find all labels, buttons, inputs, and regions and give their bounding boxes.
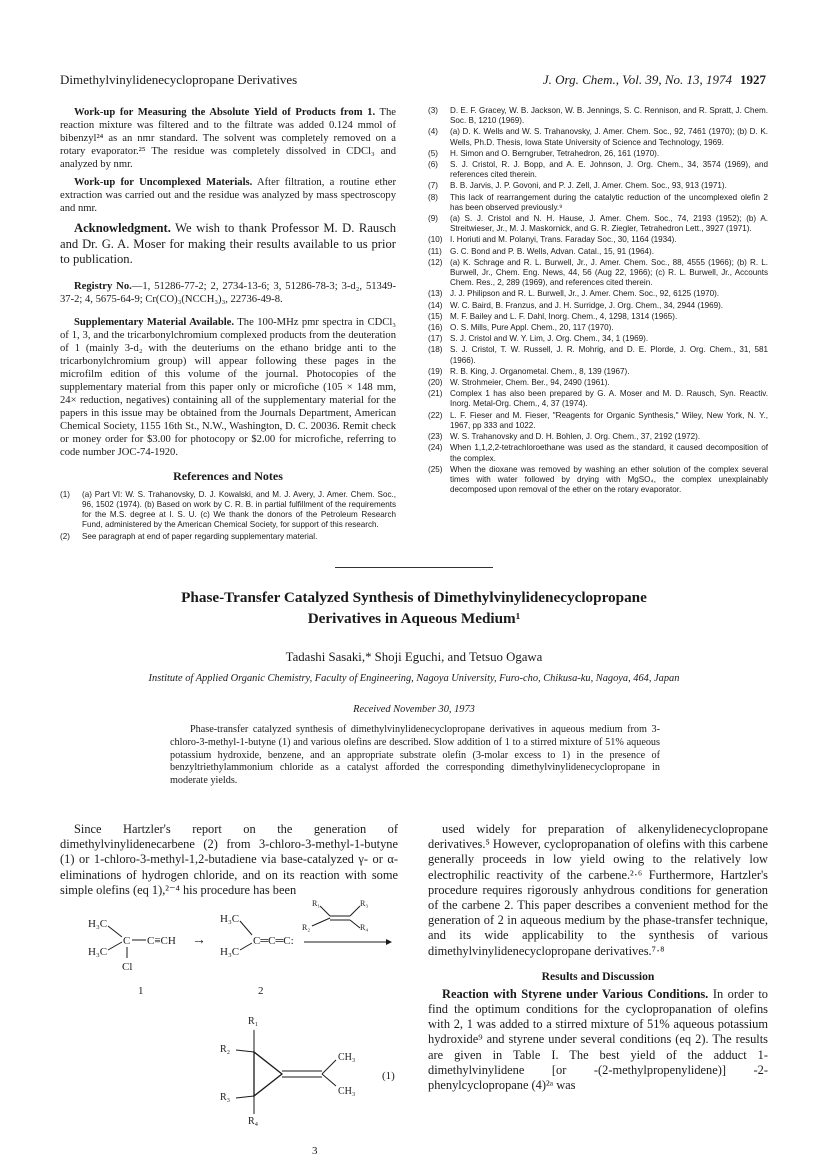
reference-number: (17) — [428, 334, 443, 344]
running-head: Dimethylvinylidenecyclopropane Derivatives — [60, 72, 298, 87]
intro-continued-paragraph: used widely for preparation of alkenylidenecyclopropane derivatives.⁵ However, cyclopropanation of olefins with this carbene generally proceeds in low yield owing to the relatively low electrophilic reactivity of the carbene.²·⁶ Furthermore, Hartzler's procedure requires rigorously anhydrous conditions for generation of the carbene 2. This paper describes a convenient method for the generation of 2 in aqueous medium by the phase-transfer technique, and its wide applicability to the synthesis of various dimethylvinylidenecyclopropane derivatives.⁷·⁸ — [428, 822, 768, 958]
reference-number: (22) — [428, 410, 443, 420]
section-title: Results and Discussion — [541, 969, 655, 983]
reference-text: J. J. Philipson and R. L. Burwell, Jr., J. Amer. Chem. Soc., 92, 6125 (1970). — [450, 289, 720, 299]
intro-paragraph: Since Hartzler's report on the generation of dimethylvinylidenecarbene (2) from 3-chloro-3-methyl-1-butyne (1) or 1-chloro-3-methyl-1,2-butadiene via base-catalyzed γ- or α-eliminations of hydrogen chloride, and on its reaction with some simple olefins (eq 1),²⁻⁴ his procedure has been — [60, 822, 398, 897]
bond-line — [312, 918, 330, 926]
reference-text: When 1,1,2,2-tetrachloroethane was used as the standard, it caused decomposition of the complex. — [450, 443, 768, 463]
paragraph-text: The reaction mixture was filtered and to the filtrate was added 0.124 mmol of bibenzyl²⁴ as an nmr standard. The solvent was completely removed on a rotary evaporator.²⁵ The residue was completely dissolved in CDCl₃ and analyzed by nmr. — [60, 107, 396, 170]
bond-line — [240, 921, 252, 935]
body-left-column — [60, 822, 398, 898]
paragraph-heading: Supplementary Material Available. — [74, 316, 235, 328]
reference-item — [428, 389, 768, 409]
equation-number: (1) — [382, 1070, 395, 1082]
compound-label: 2 — [258, 985, 264, 997]
paragraph-heading: Work-up for Uncomplexed Materials. — [74, 177, 253, 188]
reference-number: (9) — [428, 214, 438, 224]
paragraph-text: After filtration, a routine ether extraction was carried out and the residue was analyzed by mass spectroscopy and nmr. — [60, 177, 397, 214]
reference-item — [428, 378, 768, 388]
bond-line — [108, 942, 122, 950]
carbon-label: C — [123, 935, 131, 947]
reference-item — [428, 247, 768, 257]
abstract: Phase-transfer catalyzed synthesis of dimethylvinylidenecyclopropane derivatives in aqueous medium from 3-chloro-3-methyl-1-butyne (1) and various olefins are described. Slow addition of 1 to a stirred mixture of 51% aqueous potassium hydroxide, benzene, and an appropriate substrate olefin (3-molar excess to 1) in the presence of benzyltriethylammonium chloride as a catalyst afforded the corresponding dimethylvinylidenecyclopropane in moderate yields. — [170, 724, 660, 787]
substituent-label: R₄ — [360, 923, 369, 932]
reference-item — [428, 465, 768, 496]
substituent-label: R₂ — [302, 923, 311, 932]
results-paragraph — [428, 987, 768, 1093]
references-list-left — [60, 490, 396, 542]
substituent-label: R₂ — [220, 1044, 231, 1055]
reference-item — [428, 160, 768, 180]
reference-number: (23) — [428, 432, 443, 442]
reference-text: O. S. Mills, Pure Appl. Chem., 20, 117 (1970). — [450, 323, 614, 333]
reference-text: W. Strohmeier, Chem. Ber., 94, 2490 (1961). — [450, 378, 610, 388]
reference-number: (7) — [428, 181, 438, 191]
received-date: Received November 30, 1973 — [353, 704, 475, 715]
journal-citation — [543, 72, 766, 88]
workup-absolute-paragraph — [60, 106, 396, 171]
paragraph-text: —1, 51286-77-2; 2, 2734-13-6; 3, 51286-78-3; 3-d₂, 51349-37-2; 4, 5675-64-9; Cr(CO)₃(NCCH₃)₃, 22736-49-8. — [60, 280, 396, 305]
journal-name: J. Org. Chem., Vol. 39, No. 13, 1974 — [542, 72, 732, 87]
paragraph-text: In order to find the optimum conditions for the cyclopropanation of olefins with 2, 1 was added to a stirred mixture of 51% aqueous potassium hydroxide⁹ and styrene under several conditions (eq 2). The results are given in Table I. The best yield of the adduct 1-dimethylvinylidene [or -(2-methylpropenylidene)] -2-phenylcyclopropane (4)²ᵃ was — [428, 986, 768, 1093]
workup-uncomplexed-paragraph — [60, 176, 396, 215]
substituent-label: R₁ — [248, 1016, 259, 1027]
reference-text: M. F. Bailey and L. F. Dahl, Inorg. Chem., 4, 1298, 1314 (1965). — [450, 311, 678, 321]
references-list-right — [428, 106, 768, 495]
reference-item — [428, 345, 768, 365]
methyl-label: H₃C — [88, 918, 108, 930]
paragraph-text: We wish to thank Professor M. D. Rausch and Dr. G. A. Moser for making their results available to us prior to publication. — [60, 221, 396, 267]
reference-number: (16) — [428, 323, 443, 333]
registry-paragraph — [60, 280, 396, 306]
chloro-label: Cl — [122, 961, 133, 973]
reference-item — [428, 432, 768, 442]
methyl-label: CH₃ — [338, 1052, 356, 1063]
reference-text: I. Horiuti and M. Polanyi, Trans. Faraday Soc., 30, 1164 (1934). — [450, 235, 677, 245]
reference-item — [428, 258, 768, 289]
methyl-label: H₃C — [220, 946, 240, 958]
substituent-label: R₁ — [312, 899, 321, 908]
reference-number: (25) — [428, 464, 443, 474]
body-right-column — [428, 822, 768, 1093]
bond-line — [236, 1096, 254, 1098]
bond-line — [350, 920, 360, 928]
bond-line — [236, 1050, 254, 1052]
institution: Institute of Applied Organic Chemistry, Faculty of Engineering, Nagoya University, Furo-cho, Chikusa-ku, Nagoya, 464, Japan — [148, 673, 680, 684]
substituent-label: R₃ — [360, 899, 369, 908]
reference-text: (a) D. K. Wells and W. S. Trahanovsky, J. Amer. Chem. Soc., 92, 7461 (1970); (b) D. K. Wells, Ph.D. Thesis, Iowa State University of Science and Technology, 1969. — [450, 127, 768, 147]
reference-item — [428, 193, 768, 213]
compound-label: 1 — [138, 985, 144, 997]
acknowledgment-paragraph — [60, 221, 396, 268]
reference-text: When the dioxane was removed by washing an ether solution of the complex several times with water followed by drying with MgSO₄, the complex unexplainably decomposed upon removal of the ether on the rotary evaporator. — [450, 464, 768, 495]
reference-item — [428, 149, 768, 159]
right-column — [428, 106, 768, 496]
reference-number: (20) — [428, 378, 443, 388]
bond-line — [108, 926, 122, 937]
reference-item — [428, 411, 768, 431]
reference-text: (a) Part VI: W. S. Trahanovsky, D. J. Kowalski, and M. J. Avery, J. Amer. Chem. Soc., 96, 1502 (1974). (b) Based on work by C. R. B. in partial fulfillment of the requirements for the M.S. degree at I. S. U. (c) We thank the donors of the Petroleum Research Fund, administered by the American Chemical Society, for support of this research. — [82, 489, 396, 530]
paragraph-heading: Registry No. — [74, 280, 132, 292]
title-line: Phase-Transfer Catalyzed Synthesis of Dimethylvinylidenecyclopropane — [181, 589, 647, 606]
reference-number: (15) — [428, 311, 443, 321]
reference-item — [428, 443, 768, 463]
reference-number: (12) — [428, 257, 443, 267]
scheme-drawing — [60, 892, 398, 1162]
reference-number: (21) — [428, 389, 443, 399]
reference-text: (a) S. J. Cristol and N. H. Hause, J. Amer. Chem. Soc., 74, 2193 (1952); (b) A. Streitwieser, Jr., M. J. Maskornick, and G. R. Ziegler, Tetrahedron Lett., 3927 (1971). — [450, 214, 768, 234]
reference-text: Complex 1 has also been prepared by G. A. Moser and M. D. Rausch, Syn. Reactiv. Inorg. Metal-Org. Chem., 4, 37 (1974). — [450, 389, 768, 409]
reference-number: (10) — [428, 235, 443, 245]
methyl-label: H₃C — [88, 946, 108, 958]
reference-text: See paragraph at end of paper regarding supplementary material. — [82, 531, 318, 541]
reference-text: This lack of rearrangement during the catalytic reduction of the uncomplexed olefin 2 has been observed previously.⁹ — [450, 192, 768, 212]
authors: Tadashi Sasaki,* Shoji Eguchi, and Tetsuo Ogawa — [285, 650, 543, 664]
reference-number: (1) — [60, 489, 70, 499]
carbene-label: C═C═C: — [253, 935, 294, 947]
compound-label: 3 — [312, 1145, 318, 1157]
reference-text: S. J. Cristol, R. J. Bopp, and A. E. Johnson, J. Org. Chem., 34, 3574 (1969), and references cited therein. — [450, 160, 768, 180]
reference-item — [428, 301, 768, 311]
title-line: Derivatives in Aqueous Medium¹ — [307, 610, 521, 627]
reference-number: (6) — [428, 160, 438, 170]
reference-text: S. J. Cristol, T. W. Russell, J. R. Mohrig, and D. E. Plorde, J. Org. Chem., 31, 581 (1966). — [450, 345, 768, 365]
reference-number: (3) — [428, 106, 438, 115]
reference-item — [428, 312, 768, 322]
cyclopropane-ring — [254, 1052, 282, 1096]
ethynyl-label: C≡CH — [147, 935, 176, 947]
article-title — [90, 587, 738, 629]
reference-item — [428, 334, 768, 344]
reference-item — [428, 323, 768, 333]
reference-text: L. F. Fieser and M. Fieser, "Reagents for Organic Synthesis," Wiley, New York, N. Y., 1967, pp 333 and 1022. — [450, 410, 768, 430]
paragraph-heading: Reaction with Styrene under Various Conditions. — [442, 986, 709, 1001]
reference-number: (4) — [428, 127, 438, 137]
reference-item — [428, 289, 768, 299]
reference-item — [428, 106, 768, 126]
methyl-label: CH₃ — [338, 1086, 356, 1097]
bond-line — [322, 1074, 336, 1086]
reference-text: H. Simon and O. Berngruber, Tetrahedron, 26, 161 (1970). — [450, 148, 660, 158]
paragraph-text: The 100-MHz pmr spectra in CDCl₃ of 1, 3, and the tricarbonylchromium complexed products from the deuteration of 1 (mainly 3-d₂ with the deuteriums on the ethano bridge anti to the tricarbonylchromium group) will appear following these pages in the microfilm edition of this volume of the journal. Photocopies of the supplementary material from this paper only or microfiche (105 × 148 mm, 24× reduction, negatives) containing all of the supplementary material for the papers in this issue may be obtained from the Journals Department, American Chemical Society, 1155 16th St., N.W., Washington, D. C. 20036. Remit check or money order for $3.00 for photocopy or $2.00 for microfiche, referring to code number JOC-74-1920. — [60, 316, 396, 458]
reference-number: (19) — [428, 366, 443, 376]
supplementary-paragraph — [60, 316, 396, 459]
arrow-head — [386, 939, 392, 945]
reference-item — [60, 532, 396, 542]
reference-text: S. J. Cristol and W. Y. Lim, J. Org. Chem., 34, 1 (1969). — [450, 334, 649, 344]
substituent-label: R₃ — [220, 1092, 231, 1103]
article-divider — [335, 567, 493, 568]
reference-text: G. C. Bond and P. B. Wells, Advan. Catal., 15, 91 (1964). — [450, 246, 654, 256]
reference-number: (18) — [428, 345, 443, 355]
reference-number: (11) — [428, 246, 442, 256]
bond-line — [350, 906, 360, 916]
reference-item — [428, 235, 768, 245]
reference-number: (8) — [428, 192, 438, 202]
reference-text: (a) K. Schrage and R. L. Burwell, Jr., J. Amer. Chem. Soc., 88, 4555 (1966); (b) R. L. Burwell, Jr., Chem. Eng. News, 44, 56 (Aug 22, 1966); (c) R. L. Burwell, Jr., Accounts Chem. Res., 2, 289 (1969), and references cited therein. — [450, 257, 768, 288]
reference-number: (5) — [428, 148, 438, 158]
reference-item — [428, 127, 768, 147]
reference-text: R. B. King, J. Organometal. Chem., 8, 139 (1967). — [450, 366, 630, 376]
reference-item — [428, 214, 768, 234]
reference-number: (13) — [428, 289, 443, 299]
page-number: 1927 — [740, 72, 766, 87]
reference-item — [428, 367, 768, 377]
reaction-scheme — [60, 892, 398, 1167]
reference-number: (14) — [428, 300, 443, 310]
paragraph-heading: Work-up for Measuring the Absolute Yield of Products from 1. — [74, 107, 376, 118]
reaction-arrow: → — [192, 933, 206, 948]
reference-item — [60, 490, 396, 531]
reference-text: B. B. Jarvis, J. P. Govoni, and P. J. Zell, J. Amer. Chem. Soc., 93, 913 (1971). — [450, 181, 727, 191]
reference-text: W. C. Baird, B. Franzus, and J. H. Surridge, J. Org. Chem., 34, 2944 (1969). — [450, 300, 724, 310]
bond-line — [320, 906, 330, 916]
reference-text: D. E. F. Gracey, W. B. Jackson, W. B. Jennings, S. C. Rennison, and R. Spratt, J. Chem. Soc. B, 1210 (1969). — [450, 106, 768, 126]
reference-number: (24) — [428, 443, 443, 453]
reference-number: (2) — [60, 531, 70, 541]
reference-text: W. S. Trahanovsky and D. H. Bohlen, J. Org. Chem., 37, 2192 (1972). — [450, 432, 701, 442]
substituent-label: R₄ — [248, 1116, 259, 1127]
reference-item — [428, 181, 768, 191]
bond-line — [240, 943, 252, 950]
methyl-label: H₃C — [220, 913, 240, 925]
bond-line — [322, 1060, 336, 1074]
references-heading: References and Notes — [173, 468, 283, 483]
paragraph-heading: Acknowledgment. — [74, 221, 171, 235]
left-column — [60, 106, 396, 543]
